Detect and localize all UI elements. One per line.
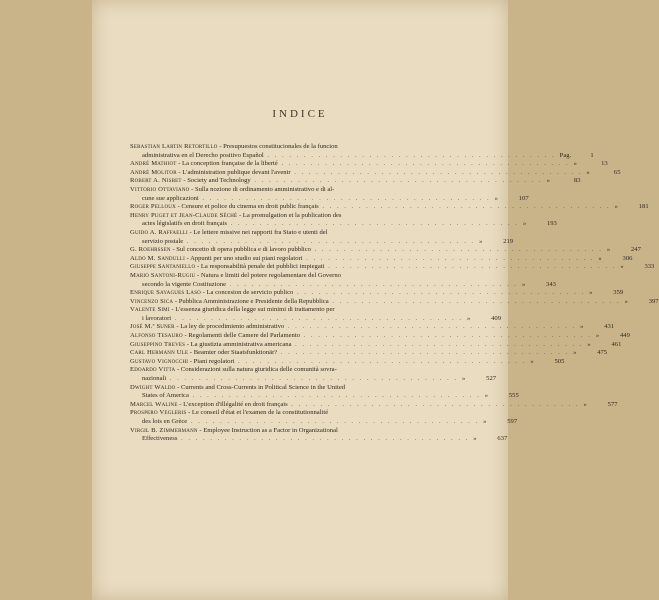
page-marker: » bbox=[546, 177, 550, 185]
toc-entry bbox=[130, 426, 508, 444]
entry-line bbox=[130, 220, 519, 229]
page-number: 431 bbox=[604, 323, 615, 331]
entry-author: Vincenzo Sica bbox=[130, 297, 174, 305]
toc-entry bbox=[130, 383, 519, 401]
entry-text bbox=[130, 306, 467, 323]
entry-title-part: nazionali bbox=[142, 375, 167, 383]
toc-entry bbox=[130, 409, 518, 426]
entry-author: Valente Simi bbox=[130, 306, 170, 314]
entry-line bbox=[130, 332, 592, 341]
leader-dots: . . . . . . . . . . . . . . . . . . . . . . . . . . . . . . . . . . . . . . . . bbox=[183, 237, 476, 245]
toc-entry bbox=[130, 297, 659, 307]
entry-author: Guido A. Raffaelli bbox=[130, 228, 188, 236]
entry-author: Carl Hermann Ule bbox=[130, 349, 189, 357]
toc-entry bbox=[130, 332, 630, 341]
entry-title-part: - La concesion de servicio publico bbox=[202, 289, 294, 297]
entry-text bbox=[130, 143, 560, 160]
entry-line bbox=[130, 366, 458, 375]
page-number: 577 bbox=[607, 400, 618, 408]
entry-author: Enrique Sayagues Laso bbox=[130, 289, 201, 297]
entry-author: Giuseppino Treves bbox=[130, 340, 186, 348]
entry-text bbox=[130, 349, 573, 358]
leader-dots: . . . . . . . . . . . . . . . . . . . . . . . . . . . . . . . . . . . . . . . . bbox=[263, 151, 556, 159]
page-number: 449 bbox=[619, 332, 630, 340]
leader-dots: . . . . . . . . . . . . . . . . . . . . . . . . . . . . . . . . . . . . . . . . bbox=[198, 194, 491, 202]
entry-title-part: administrativa en el Derecho positivo Español bbox=[142, 151, 264, 159]
entry-text bbox=[130, 255, 598, 264]
entry-title-part: - L'exception d'illégalité en droit français bbox=[179, 400, 288, 408]
entry-title-part: - L'essenza giuridica della legge sui minimi di trattamento per bbox=[171, 306, 335, 314]
leader-dots: . . . . . . . . . . . . . . . . . . . . . . . . . . . . . . . . . . . . . . . . bbox=[234, 357, 527, 365]
entry-text bbox=[130, 272, 522, 289]
entry-author: G. Roehrssen bbox=[130, 246, 171, 254]
entry-line bbox=[130, 315, 463, 324]
page-number: 219 bbox=[503, 237, 514, 245]
entry-line bbox=[130, 272, 518, 281]
page-marker: » bbox=[494, 194, 498, 202]
page-number: 193 bbox=[546, 220, 557, 228]
page-number: 13 bbox=[601, 160, 608, 168]
page-marker: » bbox=[522, 220, 527, 228]
entry-author: Gustavo Vignocchi bbox=[130, 357, 189, 365]
toc-entry bbox=[130, 357, 565, 367]
page-marker: » bbox=[620, 263, 624, 271]
page-number: 306 bbox=[622, 254, 633, 262]
entry-line bbox=[130, 435, 469, 444]
page-number: 409 bbox=[491, 314, 501, 322]
entry-title-part: - Employee Instruction as a Factor in Organizational bbox=[199, 426, 338, 434]
page-marker: » bbox=[573, 160, 577, 168]
toc-entry bbox=[130, 349, 608, 358]
entry-line bbox=[130, 349, 569, 358]
page-marker: » bbox=[614, 203, 618, 211]
entry-title-part: - La ley de procedimiento administrativo bbox=[176, 323, 285, 331]
entry-author: Dwight Waldo bbox=[130, 383, 176, 391]
entry-author: Mario Santoni-Rugiu bbox=[130, 271, 196, 279]
entry-title-part: - L'administration publique devant l'avenir bbox=[178, 168, 291, 176]
toc-entry bbox=[130, 366, 497, 383]
entry-title-part: - Appunti per uno studio sui piani regolatori bbox=[186, 254, 303, 262]
entry-line bbox=[130, 384, 481, 393]
entry-title-part: secondo la vigente Costituzione bbox=[142, 280, 227, 288]
page-number: 65 bbox=[613, 168, 621, 176]
page-number: 247 bbox=[630, 246, 641, 254]
entry-line bbox=[130, 229, 475, 238]
page-number: 637 bbox=[497, 435, 508, 443]
page-marker: Pag. bbox=[559, 151, 572, 159]
leader-dots: . . . . . . . . . . . . . . . . . . . . . . . . . . . . . . . . . . . . . . . . bbox=[299, 332, 592, 340]
entry-author: Alfonso Tesauro bbox=[130, 332, 183, 340]
entry-title-part: - Presupuestos constitucionales de la funcion bbox=[219, 143, 338, 150]
page-marker: » bbox=[573, 349, 577, 357]
entry-text bbox=[130, 358, 530, 367]
entry-line bbox=[130, 409, 479, 418]
leader-dots: . . . . . . . . . . . . . . . . . . . . . . . . . . . . . . . . . . . . . . . . bbox=[290, 168, 583, 176]
entry-title-part: - Regolamenti delle Camere del Parlamento bbox=[184, 332, 300, 340]
entry-title-part: - La promulgation et la publication des bbox=[238, 211, 342, 219]
leader-dots: . . . . . . . . . . . . . . . . . . . . . . . . . . . . . . . . . . . . . . . . bbox=[166, 375, 459, 383]
entry-line bbox=[130, 418, 479, 427]
entry-author: André Molitor bbox=[130, 168, 177, 176]
index-title: INDICE bbox=[272, 108, 328, 120]
page-marker: » bbox=[462, 375, 466, 383]
entry-author: Robert A. Nisbet bbox=[130, 177, 182, 185]
entry-title-part: - Beamter oder Staatsfunktionär? bbox=[189, 349, 278, 357]
entry-author: Henry Puget et Jean-Claude Séché bbox=[130, 211, 238, 219]
leader-dots: . . . . . . . . . . . . . . . . . . . . . . . . . . . . . . . . . . . . . . . . bbox=[277, 349, 570, 357]
page-marker: » bbox=[473, 435, 477, 443]
leader-dots: . . . . . . . . . . . . . . . . . . . . . . . . . . . . . . . . . . . . . . . . bbox=[250, 177, 543, 185]
page-marker: » bbox=[530, 357, 534, 365]
entry-line bbox=[130, 212, 519, 221]
entry-text bbox=[130, 298, 625, 307]
page-marker: » bbox=[521, 280, 526, 288]
entry-author: Vittorio Ottaviano bbox=[130, 185, 190, 193]
entry-line bbox=[130, 263, 616, 272]
entry-author: José M.ª Suner bbox=[130, 323, 175, 331]
entry-title-part: - Censure et police du cinema en droit public français bbox=[177, 203, 319, 211]
entry-author: Aldo M. Sandulli bbox=[130, 254, 185, 262]
toc-entry bbox=[130, 400, 618, 410]
toc-entry bbox=[130, 143, 594, 160]
toc-entry bbox=[130, 271, 556, 289]
entry-line bbox=[130, 152, 556, 161]
entry-author: Prospero Vegleris bbox=[130, 409, 187, 417]
leader-dots: . . . . . . . . . . . . . . . . . . . . . . . . . . . . . . . . . . . . . . . . bbox=[324, 263, 617, 271]
entry-title-part: cune sue applicazioni bbox=[142, 194, 199, 202]
page-marker: » bbox=[589, 289, 593, 297]
entry-text bbox=[130, 246, 607, 255]
entry-text bbox=[130, 323, 580, 332]
entry-line bbox=[130, 143, 556, 152]
entry-text bbox=[130, 384, 485, 401]
entry-text bbox=[130, 366, 462, 383]
entry-text bbox=[130, 409, 483, 426]
entry-author: André Mathiot bbox=[130, 160, 177, 168]
leader-dots: . . . . . . . . . . . . . . . . . . . . . . . . . . . . . . . . . . . . . . . . bbox=[187, 418, 480, 425]
toc-entry bbox=[130, 263, 655, 272]
page-number: 505 bbox=[554, 357, 565, 365]
page-marker: » bbox=[479, 237, 483, 245]
entry-line bbox=[130, 375, 458, 384]
entry-title-part: - Sulla nozione di ordinamento amministrativo e di al- bbox=[191, 185, 335, 193]
page-number: 597 bbox=[507, 418, 518, 425]
entry-line bbox=[130, 246, 603, 255]
entry-line bbox=[130, 203, 611, 212]
toc-entry bbox=[130, 203, 649, 212]
leader-dots: . . . . . . . . . . . . . . . . . . . . . . . . . . . . . . . . . . . . . . . . bbox=[177, 435, 470, 443]
entry-title-part: - Le conseil d'état et l'examen de la constitutionnalité bbox=[188, 409, 329, 417]
leader-dots: . . . . . . . . . . . . . . . . . . . . . . . . . . . . . . . . . . . . . . . . bbox=[310, 246, 603, 254]
page-number: 181 bbox=[638, 203, 649, 211]
entry-author: Roger Pelloux bbox=[130, 203, 176, 211]
page-number: 343 bbox=[546, 280, 556, 288]
entry-title-part: - Pubblica Amministrazione e Presidente della Repubblica bbox=[174, 297, 329, 305]
page-number: 359 bbox=[613, 289, 624, 297]
page-number: 83 bbox=[573, 177, 581, 185]
page-marker: » bbox=[467, 314, 471, 322]
leader-dots: . . . . . . . . . . . . . . . . . . . . . . . . . . . . . . . . . . . . . . . . bbox=[293, 289, 586, 297]
toc-entry bbox=[130, 254, 633, 264]
leader-dots: . . . . . . . . . . . . . . . . . . . . . . . . . . . . . . . . . . . . . . . . bbox=[226, 220, 519, 228]
entry-text bbox=[130, 263, 620, 272]
entry-line bbox=[130, 401, 580, 410]
toc-entry bbox=[130, 246, 641, 255]
page-number: 475 bbox=[597, 349, 608, 357]
entry-text bbox=[130, 427, 473, 444]
entry-title-part: - La conception française de la liberté bbox=[178, 160, 278, 168]
toc-entry bbox=[130, 323, 615, 332]
leader-dots: . . . . . . . . . . . . . . . . . . . . . . . . . . . . . . . . . . . . . . . . bbox=[302, 254, 595, 262]
entry-text bbox=[130, 341, 587, 350]
page-number: 527 bbox=[486, 375, 497, 383]
entry-line bbox=[130, 169, 583, 178]
page-marker: » bbox=[586, 168, 590, 176]
entry-text bbox=[130, 332, 596, 341]
page-marker: » bbox=[587, 340, 591, 348]
table-of-contents bbox=[130, 143, 659, 444]
entry-title-part: - Le lettere missive nei rapporti fra Stato e utenti del bbox=[189, 228, 328, 236]
toc-entry bbox=[130, 177, 581, 186]
entry-text bbox=[130, 203, 615, 212]
page-number: 461 bbox=[611, 340, 622, 348]
entry-title-part: Effectiveness bbox=[142, 435, 178, 443]
entry-line bbox=[130, 186, 491, 195]
entry-text bbox=[130, 212, 523, 229]
page-marker: » bbox=[484, 392, 489, 400]
entry-text bbox=[130, 169, 587, 178]
page-number: 397 bbox=[648, 297, 659, 305]
entry-line bbox=[130, 306, 463, 315]
entry-author: Virgil B. Zimmermann bbox=[130, 426, 198, 434]
entry-title-part: des lois en Grèce bbox=[142, 418, 188, 425]
toc-entry bbox=[130, 211, 557, 229]
entry-line bbox=[130, 427, 469, 436]
entry-title-part: - Society and Technology bbox=[183, 177, 251, 185]
entry-text bbox=[130, 160, 574, 169]
book-page bbox=[92, 0, 659, 600]
page-marker: » bbox=[598, 254, 602, 262]
page-marker: » bbox=[624, 297, 628, 305]
entry-title-part: - Considerazioni sulla natura giuridica delle comunità sovra- bbox=[176, 366, 337, 374]
entry-author: Sebastian Lartin Retortillo bbox=[130, 143, 218, 150]
entry-line bbox=[130, 323, 576, 332]
entry-title-part: - La responsabilità penale dei pubblici impiegati bbox=[197, 263, 325, 271]
leader-dots: . . . . . . . . . . . . . . . . . . . . . . . . . . . . . . . . . . . . . . . . bbox=[277, 160, 570, 168]
entry-author: Edoardo Vitta bbox=[130, 366, 176, 374]
leader-dots: . . . . . . . . . . . . . . . . . . . . . . . . . . . . . . . . . . . . . . . . bbox=[171, 314, 463, 322]
toc-entry bbox=[130, 340, 622, 350]
entry-title-part: - Piani regolatori bbox=[189, 357, 235, 365]
toc-entry bbox=[130, 289, 624, 298]
page-marker: » bbox=[606, 246, 611, 254]
toc-entry bbox=[130, 160, 608, 169]
page-number: 555 bbox=[508, 392, 519, 400]
entry-author: Marcel Waline bbox=[130, 400, 178, 408]
entry-line bbox=[130, 392, 481, 401]
entry-text bbox=[130, 229, 479, 246]
entry-title-part: i lavoratori bbox=[142, 314, 172, 322]
leader-dots: . . . . . . . . . . . . . . . . . . . . . . . . . . . . . . . . . . . . . . . . bbox=[287, 400, 580, 408]
page-number: 107 bbox=[518, 194, 529, 202]
entry-line bbox=[130, 358, 526, 367]
toc-entry bbox=[130, 228, 514, 246]
entry-title-part: - La giustizia amministrativa americana bbox=[186, 340, 292, 348]
entry-line bbox=[130, 255, 594, 264]
entry-text bbox=[130, 401, 584, 410]
leader-dots: . . . . . . . . . . . . . . . . . . . . . . . . . . . . . . . . . . . . . . . . bbox=[291, 340, 584, 348]
leader-dots: . . . . . . . . . . . . . . . . . . . . . . . . . . . . . . . . . . . . . . . . bbox=[226, 280, 518, 288]
page-marker: » bbox=[580, 323, 584, 331]
entry-line bbox=[130, 281, 518, 290]
entry-title-part: - Sul concetto di opera pubblica e di lavoro pubblico bbox=[172, 246, 311, 254]
entry-title-part: - Currents and Cross-Currents in Political Science in the United bbox=[177, 383, 346, 391]
toc-entry bbox=[130, 168, 621, 178]
page-number: 333 bbox=[644, 263, 655, 271]
entry-line bbox=[130, 341, 583, 350]
entry-line bbox=[130, 177, 543, 186]
entry-text bbox=[130, 289, 589, 298]
entry-line bbox=[130, 195, 491, 204]
page-marker: » bbox=[583, 400, 587, 408]
entry-text bbox=[130, 177, 547, 186]
entry-line bbox=[130, 238, 475, 247]
entry-title-part: - Natura e limiti del potere regolamentare del Governo bbox=[197, 271, 341, 279]
entry-line bbox=[130, 298, 621, 307]
page-marker: » bbox=[595, 332, 600, 340]
page-number: 1 bbox=[590, 151, 594, 159]
entry-title-part: servizio postale bbox=[142, 237, 184, 245]
leader-dots: . . . . . . . . . . . . . . . . . . . . . . . . . . . . . . . . . . . . . . . . bbox=[318, 203, 611, 211]
entry-line bbox=[130, 289, 585, 298]
leader-dots: . . . . . . . . . . . . . . . . . . . . . . . . . . . . . . . . . . . . . . . . bbox=[188, 392, 481, 400]
entry-text bbox=[130, 186, 495, 203]
page-marker: » bbox=[483, 418, 487, 425]
toc-entry bbox=[130, 306, 501, 323]
entry-line bbox=[130, 160, 570, 169]
leader-dots: . . . . . . . . . . . . . . . . . . . . . . . . . . . . . . . . . . . . . . . . bbox=[328, 297, 621, 305]
leader-dots: . . . . . . . . . . . . . . . . . . . . . . . . . . . . . . . . . . . . . . . . bbox=[284, 323, 577, 331]
entry-author: Giuseppe Santaniello bbox=[130, 263, 196, 271]
entry-title-part: actes législatifs en droit français bbox=[142, 220, 227, 228]
entry-title-part: States of America bbox=[142, 392, 189, 400]
toc-entry bbox=[130, 185, 529, 203]
